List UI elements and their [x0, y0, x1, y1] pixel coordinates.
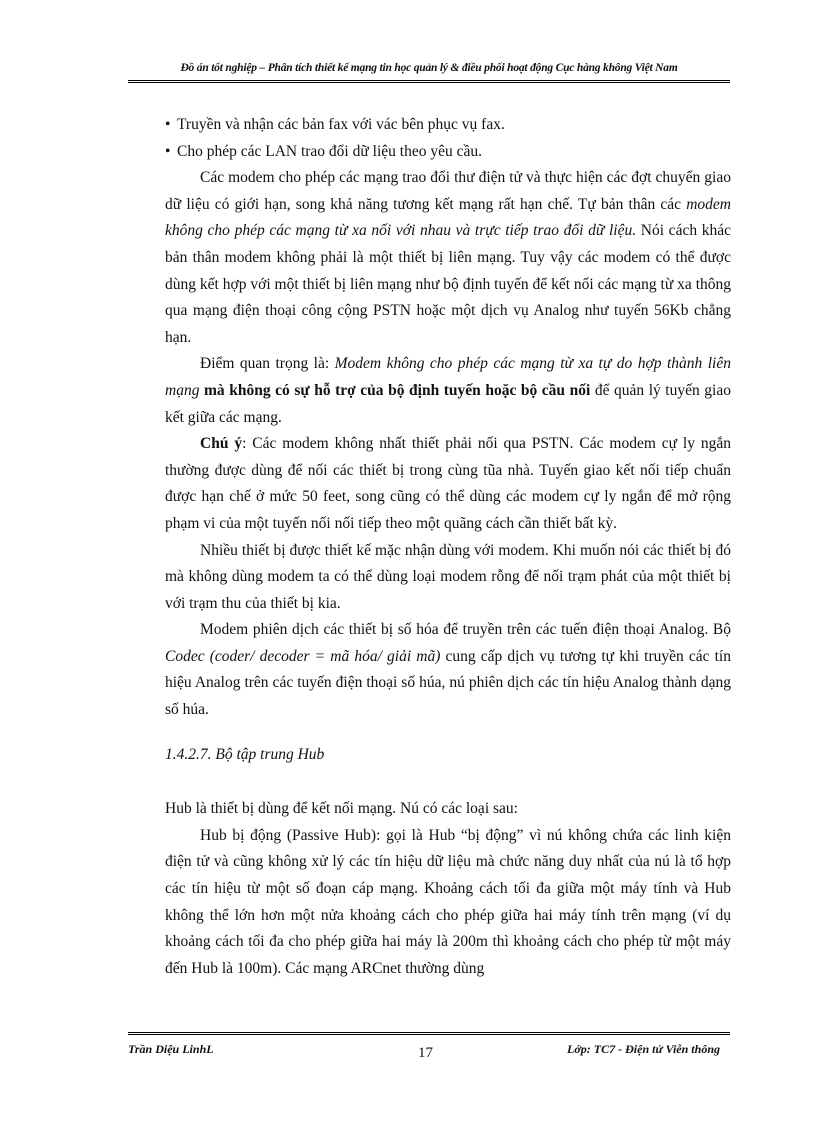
paragraph-null-modem: Nhiều thiết bị được thiết kế mặc nhận dùng với modem. Khi muốn nói các thiết bị đó mà không dùng modem ta có thể dùng loại modem rỗng để nối trạm phát của một thiết bị với trạm thu của thiết bị kia. — [165, 541, 731, 612]
header-divider — [128, 80, 730, 83]
paragraph-passive-hub: Hub bị động (Passive Hub): gọi là Hub “bị động” vì nú không chứa các linh kiện điện tử và cũng không xử lý các tín hiệu dữ liệu mà chức năng duy nhất của nú là tổ hợp các tín hiệu từ một số đoạn cáp mạng. Khoảng cách tối đa giữa một máy tính và Hub không thể lớn hơn một nửa khoảng cách cho phép giữa hai máy tính trên mạng (ví dụ khoảng cách tối đa cho phép giữa hai máy là 200m thì khoảng cách cho phép từ một máy đến Hub là 100m). Các mạng ARCnet thường dùng — [165, 826, 731, 977]
note-label: Chú ý — [200, 435, 243, 453]
paragraph-codec: Modem phiên dịch các thiết bị số hóa để truyền trên các tuến điện thoại Analog. Bộ Codec (coder/ decoder = mã hóa/ giải mã) cung cấp dịch vụ tương tự khi truyền các tín hiệu Analog trên các tuyến điện thoại số húa, nú phiên dịch các tín hiệu Analog thành dạng số húa. — [165, 621, 731, 719]
page-number: 17 — [418, 1045, 433, 1061]
bullet-icon: • — [165, 142, 171, 160]
paragraph-note: Chú ý: Các modem không nhất thiết phải nối qua PSTN. Các modem cự ly ngắn thường được dùng để nối các thiết bị trong cùng tũa nhà. Tuyến giao kết nối tiếp chuẩn được hạn chế ở mức 50 feet, song cũng có thể dùng các modem cự ly ngắn để mở rộng phạm vi của một tuyến nối nối tiếp theo một quãng cách cần thiết bất kỳ. — [165, 435, 732, 532]
paragraph-hub-intro: Hub là thiết bị dùng để kết nối mạng. Nú có các loại sau: — [165, 800, 518, 818]
footer-class: Lớp: TC7 - Điện tử Viễn thông — [567, 1042, 720, 1056]
document-body — [165, 112, 731, 982]
bullet-item: • Truyền và nhận các bản fax với vác bên phục vụ fax. — [165, 112, 731, 139]
section-heading: 1.4.2.7. Bộ tập trung Hub — [165, 745, 325, 763]
footer-divider — [128, 1032, 730, 1035]
footer-author: Trần Diệu LinhL — [128, 1042, 214, 1056]
bullet-icon: • — [165, 116, 171, 133]
paragraph-modem-limits: Các modem cho phép các mạng trao đổi thư điện tử và thực hiện các đợt chuyển giao dữ liệu có giới hạn, song khả năng tương kết mạng rất hạn chế. Tự bản thân các modem không cho phép các mạng từ xa nối với nhau và trực tiếp trao đổi dữ liệu. Nói cách khác bản thân modem không phải là một thiết bị liên mạng. Tuy vậy các modem có thể được dùng kết hợp với một thiết bị liên mạng như bộ định tuyến để kết nối các mạng từ xa thông qua mạng điện thoại công cộng PSTN hoặc một dịch vụ Analog như tuyến 56Kb chẳng hạn. — [165, 169, 731, 346]
paragraph-important-point: Điểm quan trọng là: Modem không cho phép các mạng từ xa tự do hợp thành liên mạng mà không có sự hỗ trợ của bộ định tuyến hoặc bộ cầu nối để quản lý tuyến giao kết giữa các mạng. — [165, 355, 731, 426]
page-header: Đồ án tốt nghiệp – Phân tích thiết kế mạng tin học quản lý & điều phối hoạt động Cục hàng không Việt Nam — [180, 62, 678, 74]
bullet-item: • Cho phép các LAN trao đổi dữ liệu theo yêu cầu. — [165, 139, 731, 166]
